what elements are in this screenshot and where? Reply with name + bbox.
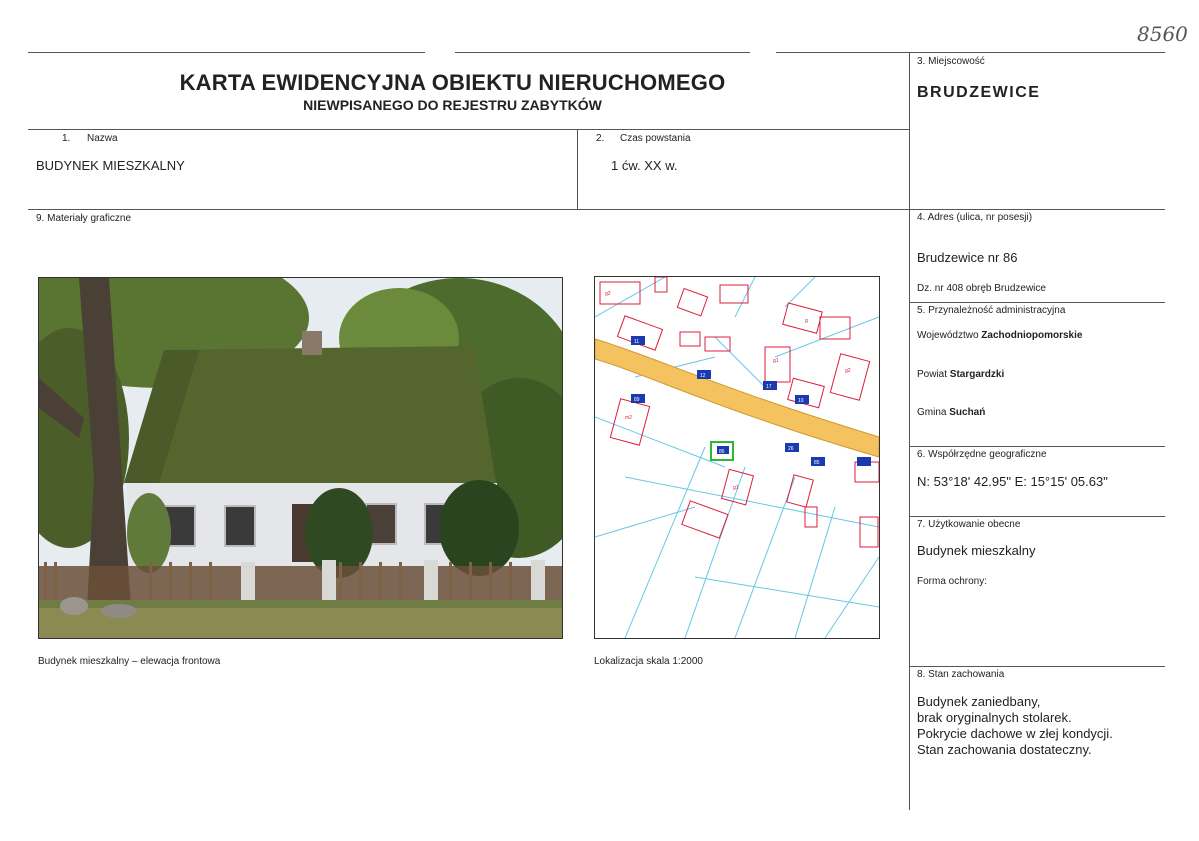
card-subtitle: NIEWPISANEGO DO REJESTRU ZABYTKÓW <box>303 97 602 113</box>
map-label: 11 <box>634 339 640 345</box>
name-value: BUDYNEK MIESZKALNY <box>36 158 185 173</box>
address-label: 4. Adres (ulica, nr posesji) <box>917 212 1033 223</box>
map-label: g2 <box>605 291 611 297</box>
map-label: 86 <box>719 449 725 455</box>
usage-label: 7. Użytkowanie obecne <box>917 519 1021 530</box>
card-title: KARTA EWIDENCYJNA OBIEKTU NIERUCHOMEGO <box>179 70 726 95</box>
date-label-number: 2. <box>596 133 605 144</box>
top-border-right <box>776 52 1165 53</box>
map-label: m2 <box>625 415 632 421</box>
condition-line: brak oryginalnych stolarek. <box>917 710 1072 725</box>
location-map-drawing <box>595 277 879 638</box>
house-photo-drawing <box>39 278 562 638</box>
map-label: 89 <box>634 397 640 403</box>
map-label: 17 <box>766 384 772 390</box>
date-value: 1 ćw. XX w. <box>611 158 678 173</box>
map-label: g1 <box>733 485 739 491</box>
condition-label: 8. Stan zachowania <box>917 669 1005 680</box>
locality-value: BRUDZEWICE <box>917 84 1041 101</box>
voivodeship-value: Zachodniopomorskie <box>981 330 1083 341</box>
map-label: 12 <box>700 373 706 379</box>
usage-value: Budynek mieszkalny <box>917 543 1036 558</box>
map-label: 85 <box>814 460 820 466</box>
commune-prefix: Gmina <box>917 407 950 418</box>
name-label: Nazwa <box>87 133 118 144</box>
sec5-divider <box>909 302 1165 303</box>
map-label: 10 <box>798 398 804 404</box>
map-label: g2 <box>845 368 851 374</box>
admin-label: 5. Przynależność administracyjna <box>917 305 1066 316</box>
protection-label: Forma ochrony: <box>917 576 988 587</box>
parcel-value: Dz. nr 408 obręb Brudzewice <box>917 283 1046 294</box>
locality-label: 3. Miejscowość <box>917 56 985 67</box>
condition-line: Pokrycie dachowe w złej kondycji. <box>917 726 1113 741</box>
title-divider <box>28 129 909 130</box>
right-column-divider <box>909 52 910 810</box>
top-border-mid <box>455 52 750 53</box>
county-prefix: Powiat <box>917 369 950 380</box>
sec8-divider <box>909 666 1165 667</box>
coords-value: N: 53°18' 42.95" E: 15°15' 05.63" <box>917 474 1108 489</box>
name-time-divider <box>577 129 578 209</box>
graphics-label: 9. Materiały graficzne <box>36 213 132 224</box>
voivodeship-line <box>917 330 1082 341</box>
condition-line: Budynek zaniedbany, <box>917 694 1041 709</box>
date-label: Czas powstania <box>620 133 691 144</box>
condition-text <box>917 694 1113 758</box>
house-photo <box>38 277 563 639</box>
county-line <box>917 369 1004 380</box>
county-value: Stargardzki <box>949 369 1005 380</box>
commune-line <box>917 407 985 418</box>
photo-caption: Budynek mieszkalny – elewacja frontowa <box>38 656 221 667</box>
names-divider <box>28 209 1165 210</box>
map-label: g <box>805 318 808 324</box>
address-value: Brudzewice nr 86 <box>917 250 1018 265</box>
sec7-divider <box>909 516 1165 517</box>
map-caption: Lokalizacja skala 1:2000 <box>594 656 703 667</box>
commune-value: Suchań <box>949 407 986 418</box>
map-label: g1 <box>773 358 779 364</box>
voivodeship-prefix: Województwo <box>917 330 982 341</box>
top-border-left <box>28 52 425 53</box>
reference-number: 8560 <box>1137 22 1188 46</box>
condition-line: Stan zachowania dostateczny. <box>917 742 1092 757</box>
location-map <box>594 276 880 639</box>
sec6-divider <box>909 446 1165 447</box>
map-label: 26 <box>788 446 794 452</box>
name-label-number: 1. <box>62 133 71 144</box>
coords-label: 6. Współrzędne geograficzne <box>917 449 1047 460</box>
